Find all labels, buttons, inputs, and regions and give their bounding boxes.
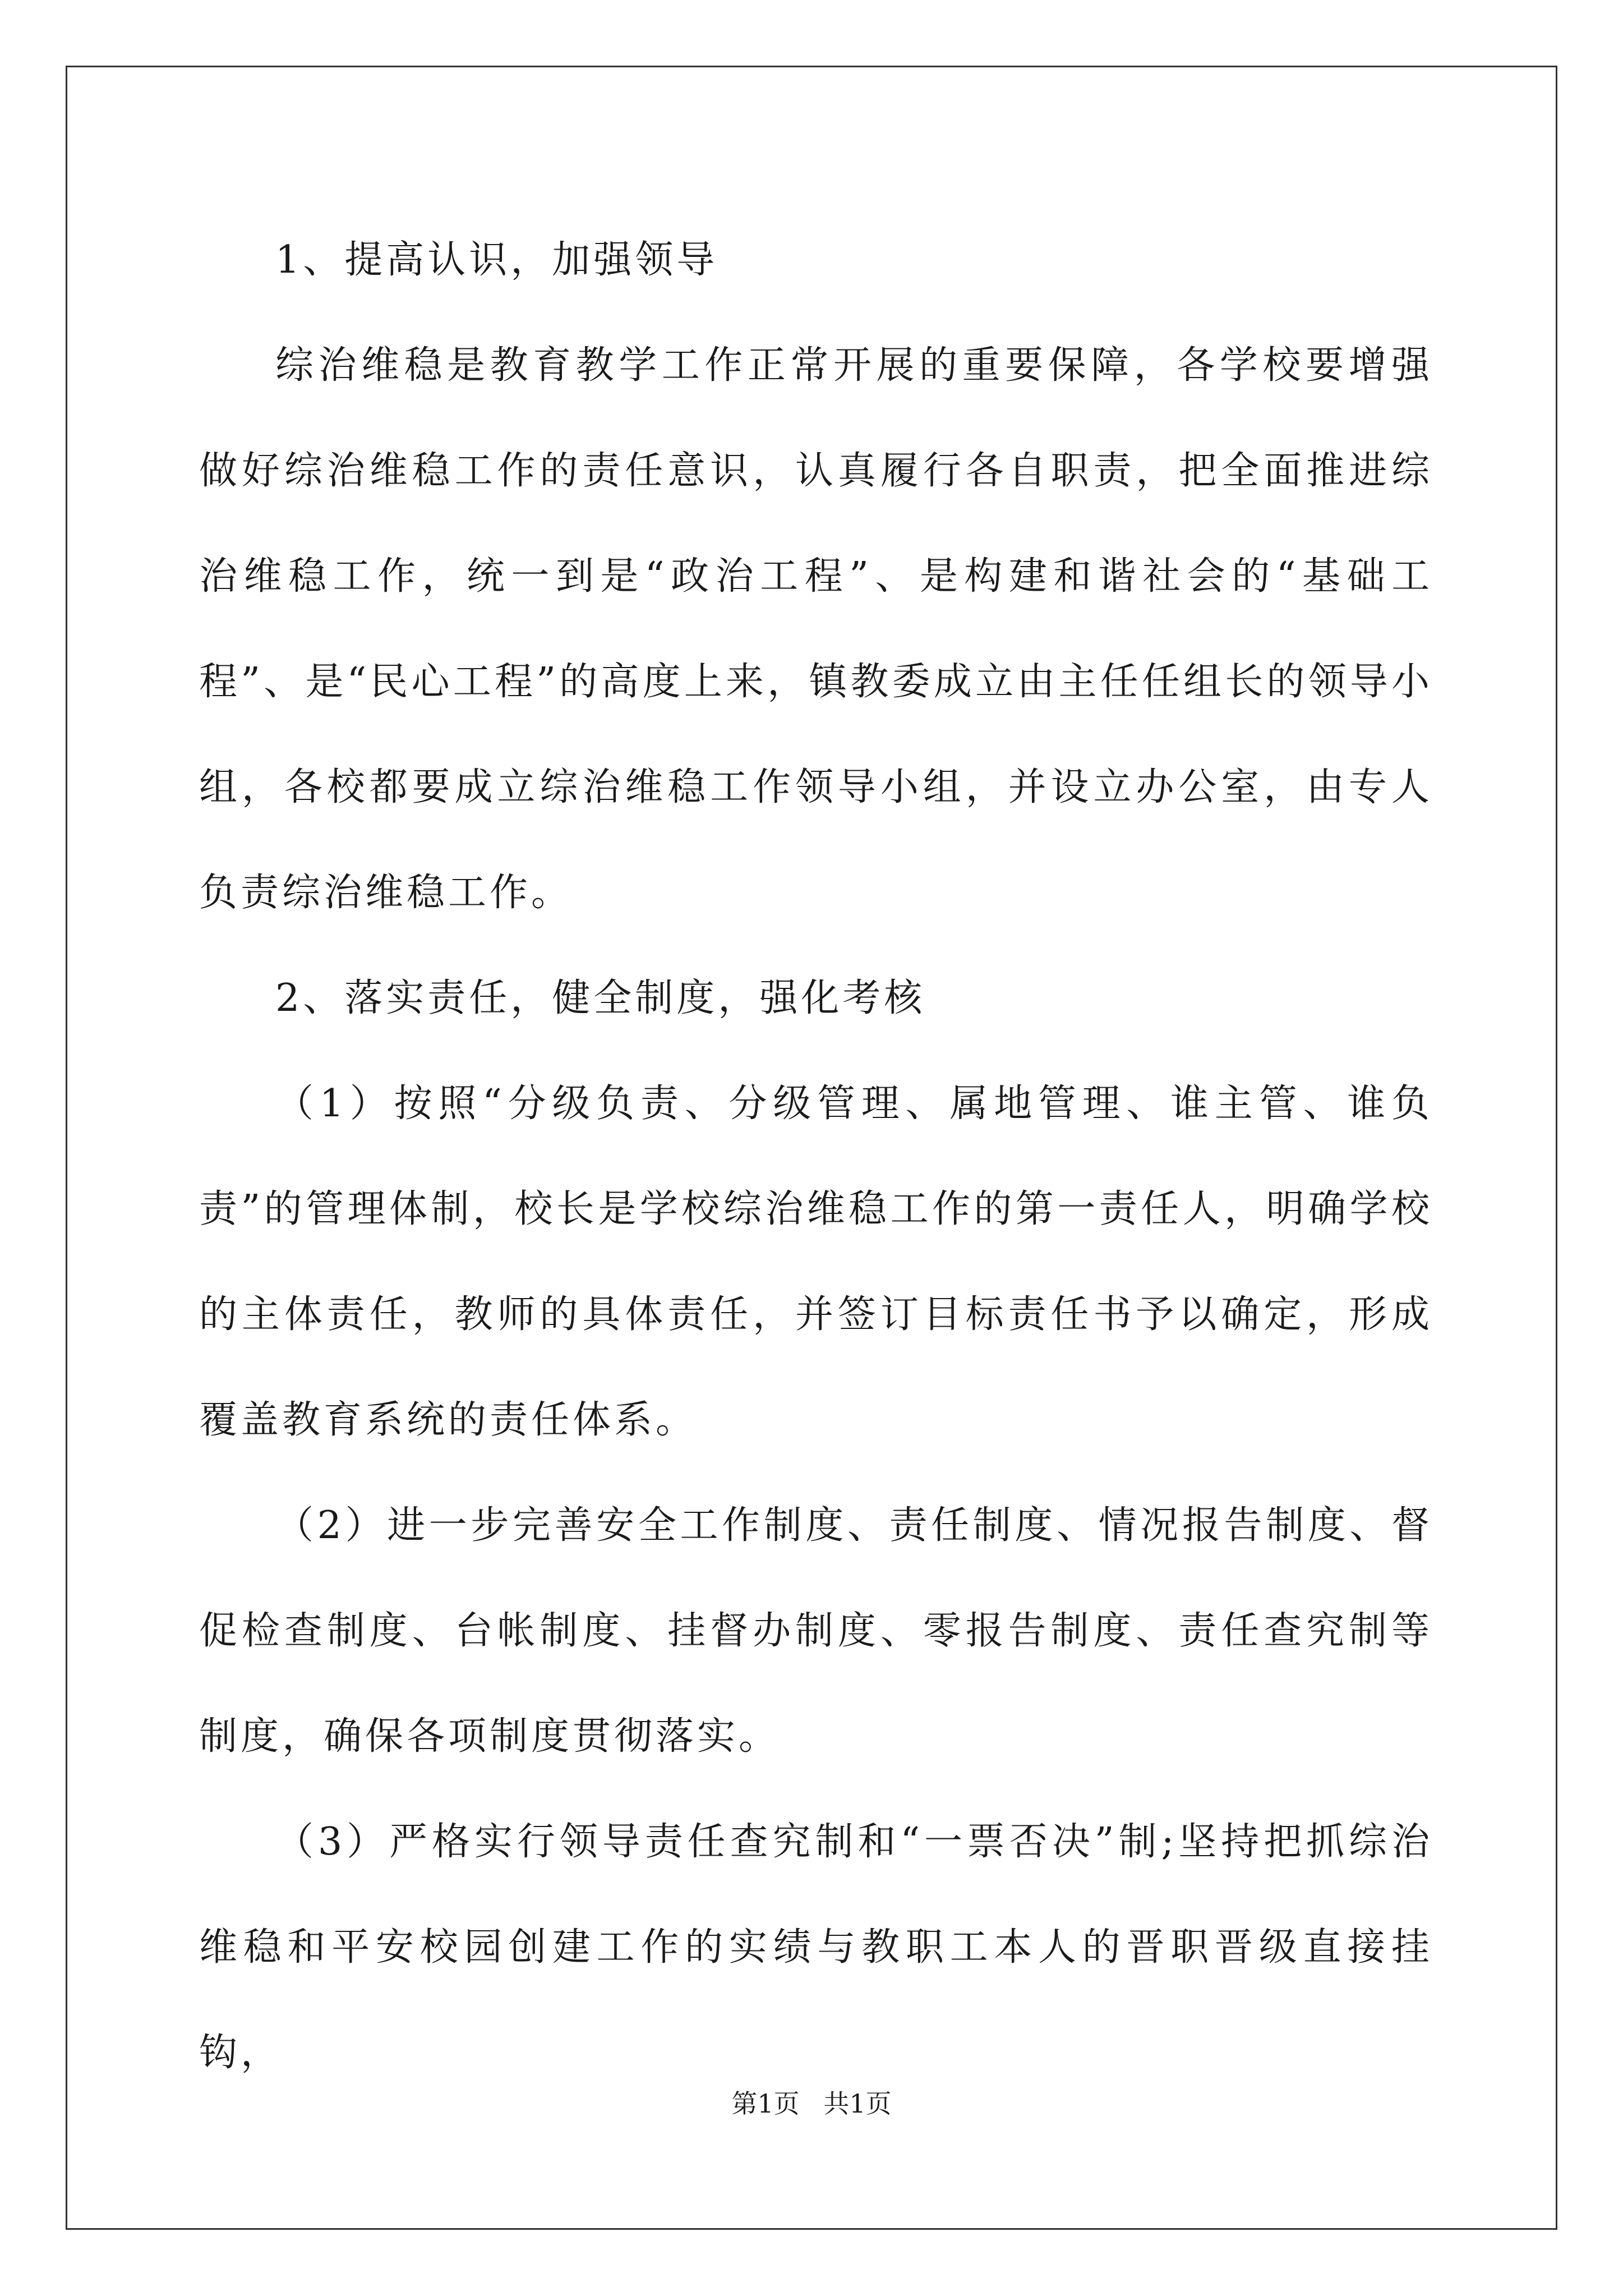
page-number-total: 共1页 [823,2088,892,2119]
paragraph-1: 综治维稳是教育教学工作正常开展的重要保障，各学校要增强做好综治维稳工作的责任意识，认真履行各自职责，把全面推进综治维稳工作，统一到是“政治工程”、是构建和谐社会的“基础工程”、是“民心工程”的高度上来，镇教委成立由主任任组长的领导小组，各校都要成立综治维稳工作领导小组，并设立办公室，由专人负责综治维稳工作。 [199,343,1433,915]
page-footer [0,2087,1623,2120]
heading-1: 1、提高认识，加强领导 [275,238,718,282]
page-number-current: 第1页 [731,2088,800,2119]
paragraph-3: （2）进一步完善安全工作制度、责任制度、情况报告制度、督促检查制度、台帐制度、挂督办制度、零报告制度、责任查究制等制度，确保各项制度贯彻落实。 [199,1503,1433,1759]
document-body [199,208,1433,2106]
heading-2: 2、落实责任，健全制度，强化考核 [275,976,926,1020]
paragraph-4: （3）严格实行领导责任查究制和“一票否决”制;坚持把抓综治维稳和平安校园创建工作的实绩与教职工本人的晋职晋级直接挂钩， [199,1820,1433,2075]
paragraph-2: （1）按照“分级负责、分级管理、属地管理、谁主管、谁负责”的管理体制，校长是学校综治维稳工作的第一责任人，明确学校的主体责任，教师的具体责任，并签订目标责任书予以确定，形成覆盖教育系统的责任体系。 [199,1082,1433,1442]
